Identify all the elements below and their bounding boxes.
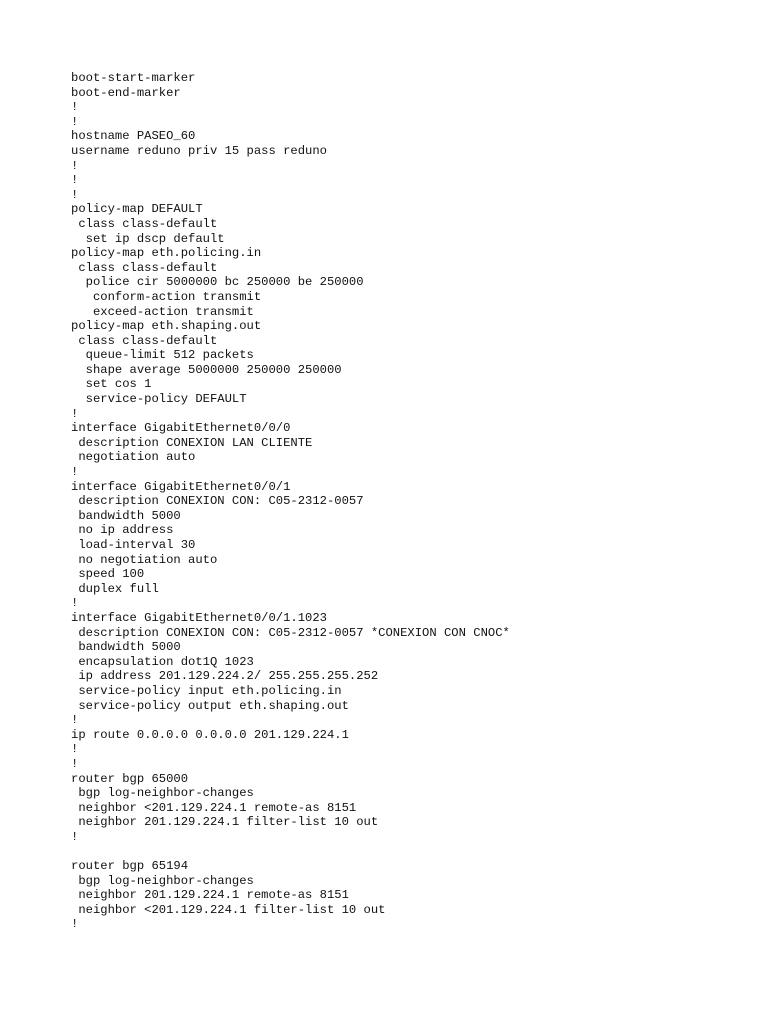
config-line: ! (71, 917, 79, 932)
config-line: neighbor 201.129.224.1 remote-as 8151 (71, 888, 349, 903)
config-line: description CONEXION LAN CLIENTE (71, 435, 313, 450)
config-line: shape average 5000000 250000 250000 (71, 362, 342, 377)
config-line: router bgp 65194 (71, 859, 189, 874)
config-line: ! (71, 158, 79, 173)
config-line: speed 100 (71, 567, 145, 582)
config-line (71, 844, 510, 859)
config-line: set cos 1 (71, 377, 152, 392)
config-line: neighbor <201.129.224.1 filter-list 10 out (71, 902, 386, 917)
config-line: service-policy input eth.policing.in (71, 683, 342, 698)
config-line: boot-end-marker (71, 85, 181, 100)
config-line: ! (71, 173, 79, 188)
config-line: ! (71, 100, 79, 115)
config-line: bandwidth 5000 (71, 508, 181, 523)
config-line: interface GigabitEthernet0/0/1.1023 (71, 610, 327, 625)
config-line: bandwidth 5000 (71, 640, 181, 655)
config-line: bgp log-neighbor-changes (71, 786, 254, 801)
config-line: queue-limit 512 packets (71, 348, 254, 363)
config-line: class class-default (71, 333, 218, 348)
config-line: no negotiation auto (71, 552, 218, 567)
config-line: ! (71, 713, 79, 728)
config-line: ! (71, 596, 79, 611)
config-line: ! (71, 742, 79, 757)
config-line: ip address 201.129.224.2/ 255.255.255.252 (71, 669, 379, 684)
config-line: username reduno priv 15 pass reduno (71, 143, 327, 158)
config-line: ! (71, 756, 79, 771)
config-line: policy-map eth.policing.in (71, 246, 262, 261)
config-line: policy-map eth.shaping.out (71, 319, 262, 334)
config-line: neighbor 201.129.224.1 filter-list 10 out (71, 815, 379, 830)
config-line: duplex full (71, 581, 159, 596)
config-line: hostname PASEO_60 (71, 129, 196, 144)
config-line: ! (71, 187, 79, 202)
config-line: ! (71, 465, 79, 480)
config-line: exceed-action transmit (71, 304, 254, 319)
config-line: no ip address (71, 523, 174, 538)
config-line: class class-default (71, 216, 218, 231)
config-line: ip route 0.0.0.0 0.0.0.0 201.129.224.1 (71, 727, 349, 742)
config-line: interface GigabitEthernet0/0/0 (71, 421, 291, 436)
config-line: service-policy DEFAULT (71, 392, 247, 407)
config-line: class class-default (71, 260, 218, 275)
config-line: interface GigabitEthernet0/0/1 (71, 479, 291, 494)
config-line: description CONEXION CON: C05-2312-0057 *CONEXION CON CNOC* (71, 625, 510, 640)
config-line: description CONEXION CON: C05-2312-0057 (71, 494, 364, 509)
config-line: neighbor <201.129.224.1 remote-as 8151 (71, 800, 357, 815)
config-line: conform-action transmit (71, 289, 262, 304)
config-line: encapsulation dot1Q 1023 (71, 654, 254, 669)
config-line: ! (71, 406, 79, 421)
config-line: ! (71, 114, 79, 129)
config-line: set ip dscp default (71, 231, 225, 246)
config-line: service-policy output eth.shaping.out (71, 698, 349, 713)
config-line: bgp log-neighbor-changes (71, 873, 254, 888)
config-line: router bgp 65000 (71, 771, 189, 786)
config-line: boot-start-marker (71, 71, 196, 85)
config-line: negotiation auto (71, 450, 196, 465)
router-config-text (71, 71, 510, 932)
config-line: ! (71, 829, 79, 844)
config-line: load-interval 30 (71, 538, 196, 552)
config-line: policy-map DEFAULT (71, 202, 203, 217)
config-line: police cir 5000000 bc 250000 be 250000 (71, 275, 364, 290)
